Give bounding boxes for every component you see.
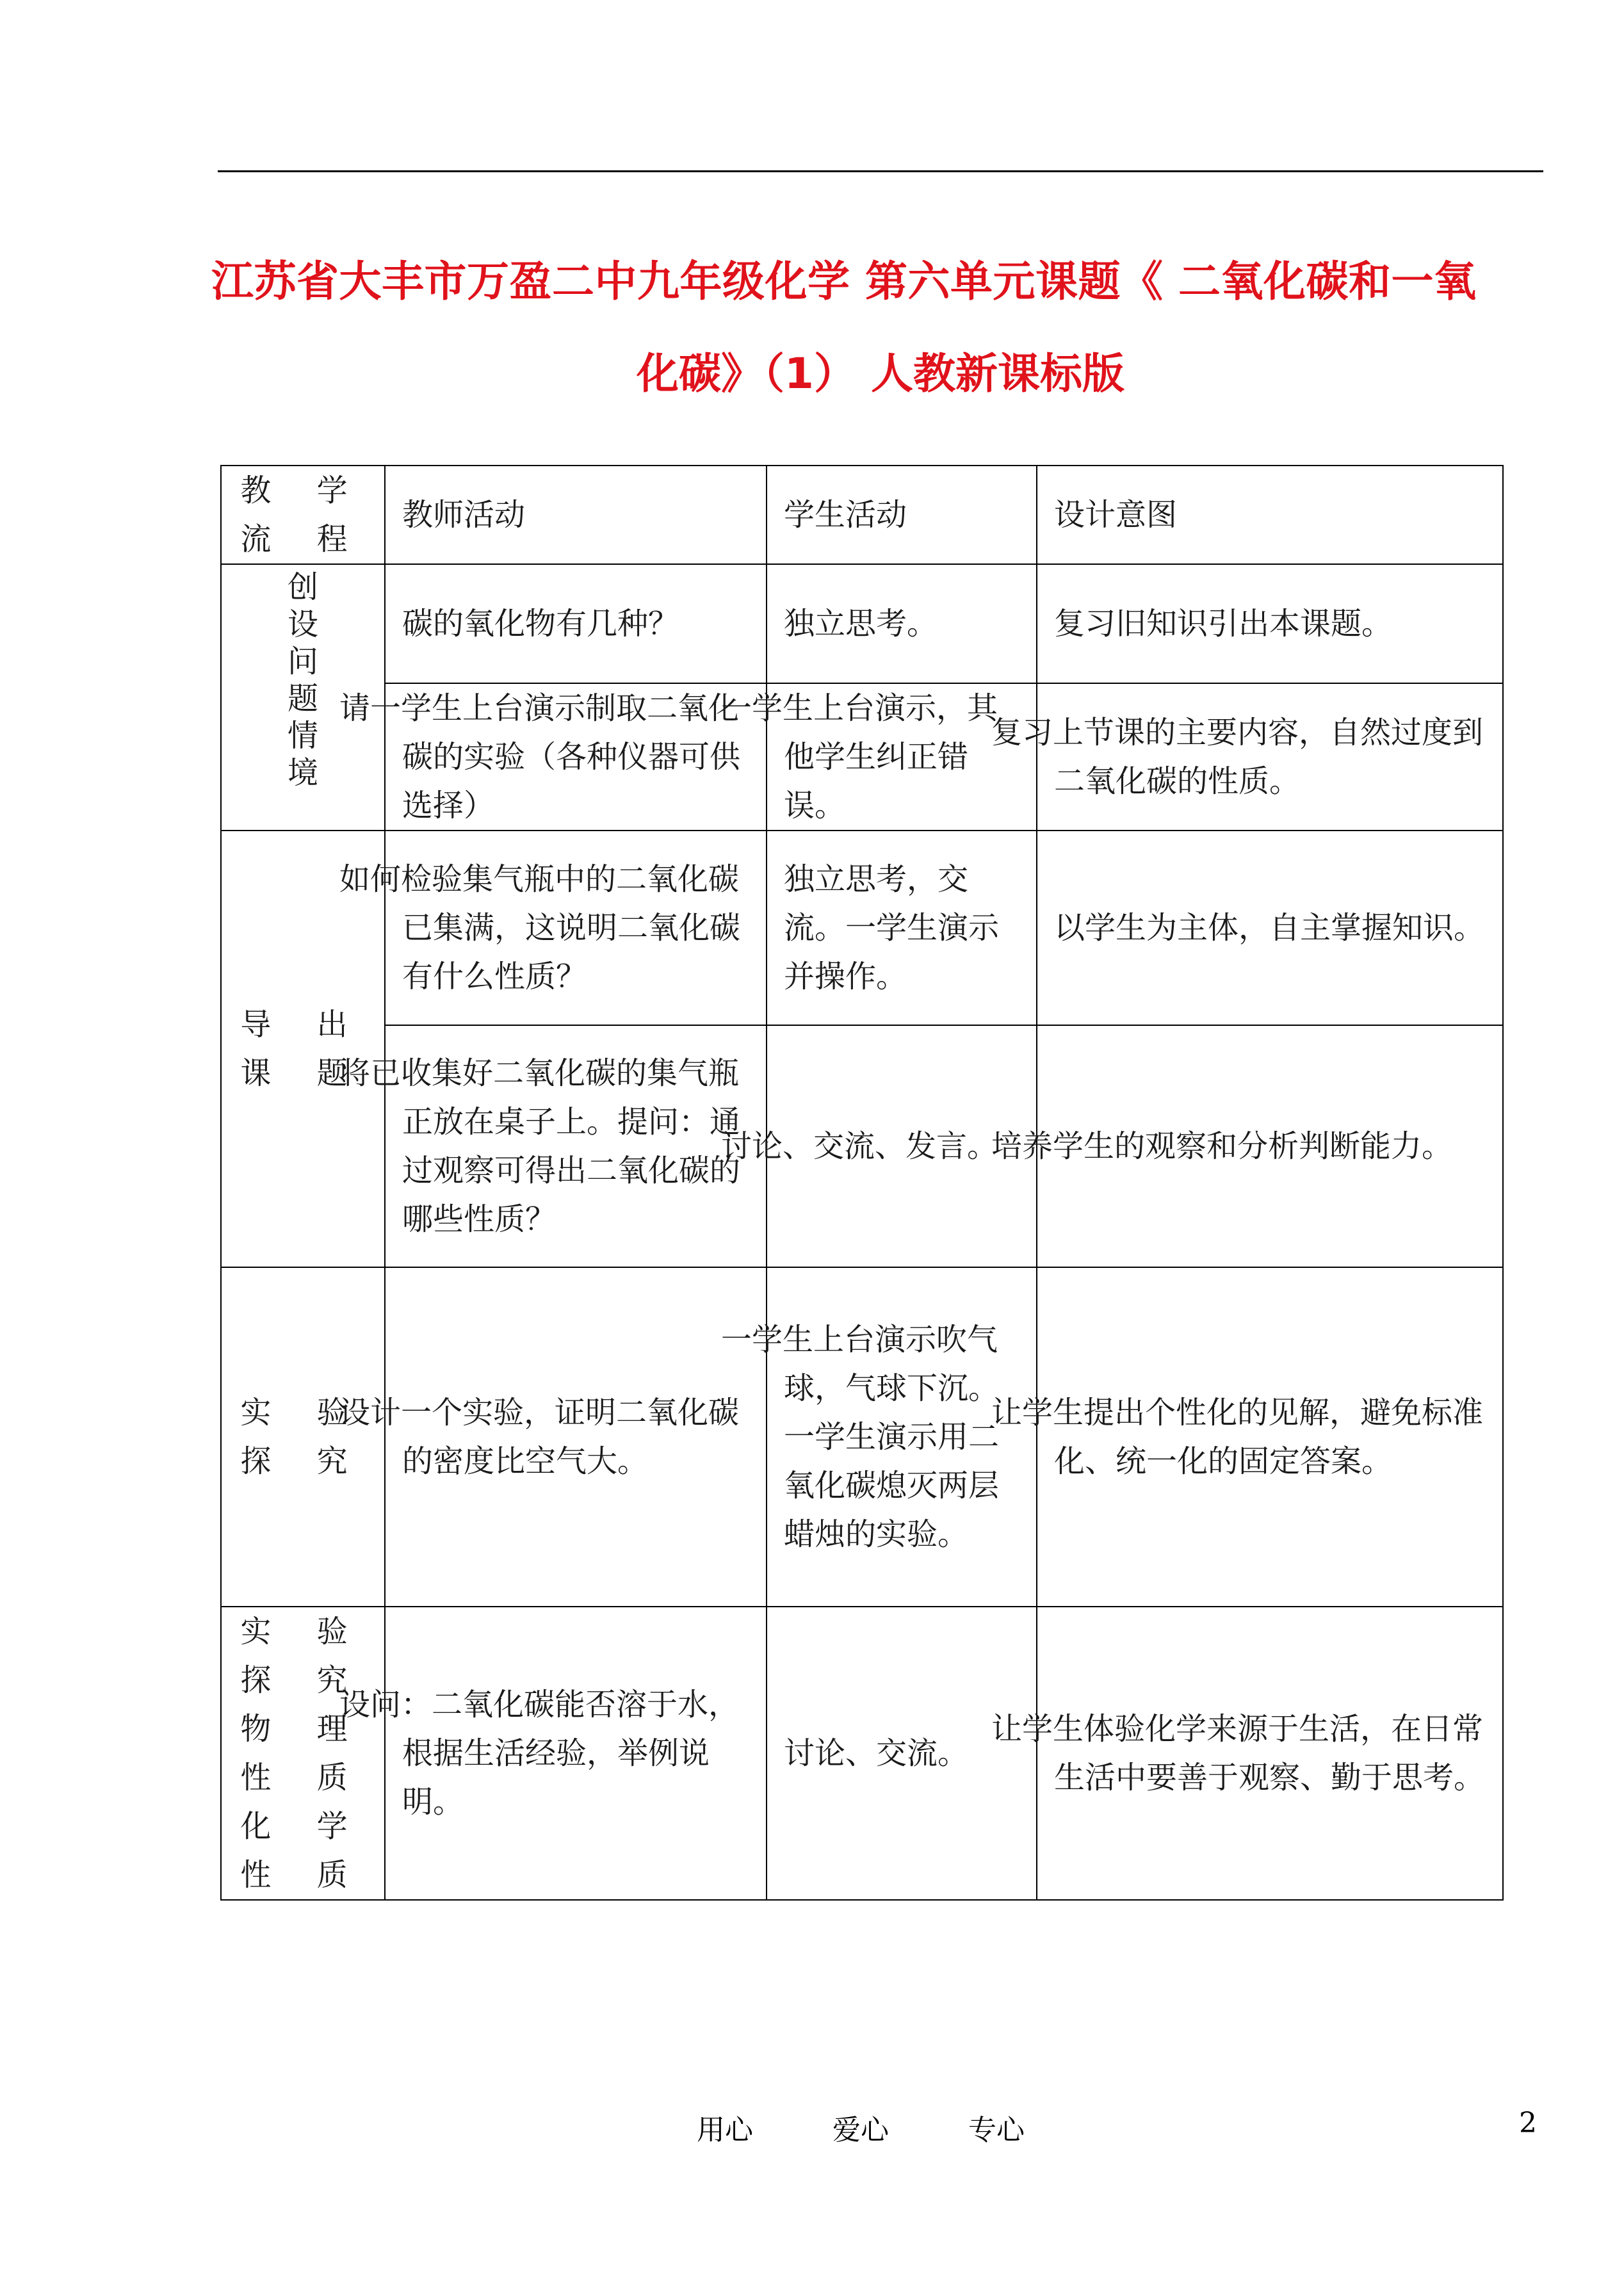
document-title-line-2: 化碳》（1） 人教新课标版 bbox=[637, 349, 1125, 398]
header-flow: 教 学 流 程 bbox=[221, 466, 385, 564]
design-intent: 让学生体验化学来源于生活，在日常生活中要善于观察、勤于思考。 bbox=[1037, 1607, 1503, 1900]
teacher-activity: 请一学生上台演示制取二氧化碳的实验（各种仪器可供选择） bbox=[385, 683, 767, 831]
design-intent: 复习旧知识引出本课题。 bbox=[1037, 564, 1503, 683]
student-activity: 独立思考，交流。一学生演示并操作。 bbox=[767, 831, 1037, 1025]
header-intent: 设计意图 bbox=[1037, 466, 1503, 564]
stage-label: 物 理 性 质 bbox=[240, 1711, 366, 1796]
stage-label: 实 验 探 究 bbox=[240, 1614, 366, 1698]
header-student: 学生活动 bbox=[767, 466, 1037, 564]
teacher-activity: 碳的氧化物有几种？ bbox=[385, 564, 767, 683]
table-row bbox=[221, 1607, 1503, 1900]
student-activity: 独立思考。 bbox=[767, 564, 1037, 683]
footer-motto: 专心 bbox=[968, 2114, 1025, 2146]
header-rule bbox=[218, 170, 1543, 172]
teacher-activity: 如何检验集气瓶中的二氧化碳已集满，这说明二氧化碳有什么性质？ bbox=[385, 831, 767, 1025]
teacher-activity: 将已收集好二氧化碳的集气瓶正放在桌子上。提问：通过观察可得出二氧化碳的哪些性质？ bbox=[385, 1025, 767, 1267]
header-teacher: 教师活动 bbox=[385, 466, 767, 564]
stage-cell-3: 实 验 探 究 bbox=[221, 1267, 385, 1607]
table-row bbox=[221, 1025, 1503, 1267]
stage-label: 化 学 性 质 bbox=[240, 1808, 366, 1893]
student-activity: 一学生上台演示吹气球，气球下沉。一学生演示用二氧化碳熄灭两层蜡烛的实验。 bbox=[767, 1267, 1037, 1607]
table-row bbox=[221, 564, 1503, 683]
design-intent: 复习上节课的主要内容，自然过度到二氧化碳的性质。 bbox=[1037, 683, 1503, 831]
table-header-row bbox=[221, 466, 1503, 564]
design-intent: 以学生为主体，自主掌握知识。 bbox=[1037, 831, 1503, 1025]
design-intent: 让学生提出个性化的见解，避免标准化、统一化的固定答案。 bbox=[1037, 1267, 1503, 1607]
stage-cell-2: 导 出 课 题 bbox=[221, 831, 385, 1267]
footer-mottos bbox=[697, 2107, 1095, 2148]
footer-motto: 爱心 bbox=[832, 2114, 889, 2146]
stage-label: 创设问题情境 bbox=[288, 569, 319, 791]
footer-motto: 用心 bbox=[697, 2114, 753, 2146]
stage-cell-4 bbox=[221, 1607, 385, 1900]
page-number: 2 bbox=[1519, 2107, 1537, 2139]
table-row bbox=[221, 831, 1503, 1025]
lesson-plan-table bbox=[220, 465, 1504, 1901]
document-title-line-1: 江苏省大丰市万盈二中九年级化学 第六单元课题《 二氧化碳和一氧 bbox=[211, 257, 1477, 306]
teacher-activity: 设计一个实验，证明二氧化碳的密度比空气大。 bbox=[385, 1267, 767, 1607]
student-activity: 讨论、交流。 bbox=[767, 1607, 1037, 1900]
design-intent: 培养学生的观察和分析判断能力。 bbox=[1037, 1025, 1503, 1267]
table-row bbox=[221, 1267, 1503, 1607]
teacher-activity: 设问：二氧化碳能否溶于水，根据生活经验，举例说明。 bbox=[385, 1607, 767, 1900]
student-activity: 一学生上台演示，其他学生纠正错误。 bbox=[767, 683, 1037, 831]
student-activity: 讨论、交流、发言。 bbox=[767, 1025, 1037, 1267]
table-row bbox=[221, 683, 1503, 831]
